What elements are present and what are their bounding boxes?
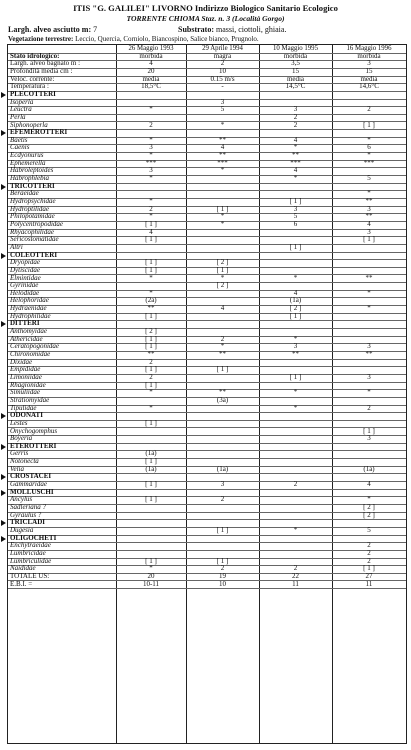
value-cell: 2 [293,120,298,129]
value-cell: 2 [293,564,298,573]
value-cell: * [293,174,298,183]
value-cell: * [220,219,225,228]
value-cell: [ 1 ] [289,197,302,205]
value-cell: * [149,135,153,144]
date-column-header: 10 Maggio 1995 [273,45,318,52]
value-cell: 2 [367,548,371,557]
value-cell [186,450,259,458]
value-cell: 5 [293,212,298,221]
value-cell: * [220,212,225,221]
value-cell: ** [365,350,373,358]
value-cell: 3 [367,59,371,68]
value-cell: (1a) [363,464,375,473]
row-label: Hydroptilidae [10,204,50,213]
value-cell: 3 [149,143,153,152]
value-cell: 0.15 m/s [210,74,235,83]
row-label: Hydrophilidae [10,311,51,320]
row-label: Rhagionidae [10,380,46,389]
row-label: Habrophlebia [10,174,50,183]
value-cell [186,504,259,512]
value-cell: 3 [220,97,225,106]
value-cell [116,435,186,443]
value-cell: [ 2 ] [216,281,229,290]
value-cell [186,236,259,244]
substrate-value: massi, ciottoli, ghiaia. [216,25,287,34]
value-cell: 3,5 [291,59,300,68]
value-cell: ** [365,273,373,282]
value-cell [332,359,406,367]
value-cell [332,328,406,336]
value-cell: 11 [292,579,299,588]
value-cell: [ 1 ] [145,495,157,504]
value-cell [116,527,186,535]
value-cell [259,466,332,474]
value-cell: * [220,342,225,351]
value-cell: [ 2 ] [363,503,375,511]
row-label: Onychogomphus [10,426,58,435]
value-cell: * [293,403,298,412]
value-cell: ** [147,350,155,358]
value-cell [186,420,259,428]
value-cell [186,290,259,298]
value-cell: 2 [149,120,153,129]
substrate-label: Substrato: [178,25,215,34]
value-cell: * [367,495,371,504]
value-cell: * [293,143,298,152]
value-cell: 2 [220,59,225,68]
value-cell [259,359,332,367]
value-cell: 10-11 [142,579,160,588]
row-label: Limoniidae [10,372,42,381]
row-label: Helodidae [10,288,40,297]
value-cell: * [220,273,225,282]
row-label: Leuctra [10,105,32,114]
section-label: EFEMEROTTERI [10,128,68,137]
row-label: Dugesia [10,525,34,534]
value-cell [186,374,259,382]
value-cell: - [221,82,224,91]
value-cell [259,512,332,520]
value-cell: * [367,135,371,144]
value-cell: ** [292,350,299,358]
value-cell: ** [365,212,373,221]
value-cell: ** [219,388,226,397]
value-cell: [ 1 ] [145,342,157,351]
value-cell [116,428,186,436]
value-cell: 2 [367,105,371,114]
row-label: Notonecta [10,457,39,466]
section-marker-icon [1,520,6,526]
value-cell: [ 1 ] [216,204,229,213]
vegetation-label: Vegetazione terrestre: [8,35,74,43]
value-cell: * [149,212,153,221]
row-label: Philopotamidae [10,212,55,221]
value-cell: (1a) [145,464,157,473]
date-column-header: 29 Aprile 1994 [202,45,243,52]
row-label: Elmintidae [10,273,41,282]
value-cell [116,504,186,512]
section-label: ODONATI [10,411,43,420]
value-cell: [ 1 ] [145,311,157,320]
value-cell: 14,6°C [359,82,379,91]
value-cell: 19 [219,571,226,580]
value-cell: [ 2 ] [216,258,229,267]
value-cell: * [149,197,153,205]
date-column-header: 16 Maggio 1996 [346,45,392,52]
row-label: Naididae [10,564,36,573]
value-cell: [ 1 ] [216,265,229,274]
value-cell: [ 1 ] [145,219,157,228]
value-cell: [ 1 ] [145,235,157,244]
section-label: OLIGOCHETI [10,533,57,542]
value-cell: ** [292,151,299,160]
row-label: Caenis [10,143,30,152]
value-cell: 4 [220,304,225,313]
value-cell: media [360,74,378,83]
value-cell: 2 [149,204,153,213]
value-cell: * [149,174,153,183]
alveo-label: Largh. alveo asciutto m: [8,25,92,34]
row-label: Temperatura : [10,82,49,91]
row-label: Gyrinidae [10,281,39,290]
station-title: TORRENTE CHIOMA Staz. n. 3 (Località Gorgo) [126,14,285,23]
value-cell: ** [219,135,226,144]
value-cell: * [367,288,371,297]
row-label: Tipulidae [10,403,37,412]
site-info-line [8,25,287,34]
value-cell: 27 [365,571,373,580]
value-cell [332,313,406,321]
value-cell: [ 1 ] [363,120,375,129]
value-cell: * [293,334,298,343]
row-label: Athericidae [10,334,43,343]
row-label: Helophoridae [10,296,49,305]
value-cell [259,504,332,512]
value-cell: 5 [220,105,225,114]
vegetation-value: Leccio, Quercia, Corniolo, Biancospino, Salice bianco, Prugnolo. [75,35,259,43]
value-cell: * [149,288,153,297]
value-cell [186,405,259,413]
value-cell [186,435,259,443]
value-cell [259,458,332,466]
value-cell [116,512,186,520]
value-cell: 3 [367,434,371,443]
value-cell: 2 [293,112,298,121]
value-cell: * [293,525,298,534]
value-cell: *** [290,158,301,167]
value-cell: [ 1 ] [363,235,375,244]
row-label: Lestes [10,418,28,427]
row-label: Sadleriana ? [10,503,46,511]
row-label: Dytiscidae [10,265,40,274]
value-cell: [ 1 ] [363,426,375,435]
value-cell: [ 1 ] [145,380,157,389]
section-label: PLECOTTERI [10,89,56,98]
row-label: Baetis [10,135,28,144]
row-label: Ancylus [10,495,33,504]
value-cell: 6 [367,143,371,152]
value-cell: 2 [367,556,371,565]
value-cell [186,244,259,252]
section-marker-icon [1,253,6,259]
value-cell: ** [219,151,226,160]
value-cell: 4 [367,480,371,489]
value-cell: [ 1 ] [145,265,157,274]
row-label: Simuliidae [10,388,40,397]
value-cell: 4 [293,166,298,175]
substrate-info [178,25,286,34]
survey-table [7,44,407,744]
row-label: Stato idrologico: [10,51,60,60]
value-cell: 2 [220,334,225,343]
value-cell: 2 [220,495,225,504]
value-cell [259,229,332,237]
row-label: Habroleptoides [10,166,54,175]
date-column-header: 26 Maggio 1993 [128,45,174,52]
section-label: COLEOTTERI [10,250,58,259]
value-cell: 4 [293,135,298,144]
row-label: Ceratopogonidae [10,342,59,351]
value-cell: [ 2 ] [363,510,375,519]
value-cell: 6 [293,219,298,228]
value-cell: * [220,120,225,129]
row-label: Stratiomyidae [10,395,50,404]
row-label: Beraeidae [10,189,39,198]
row-label: Hydraenidae [10,304,47,313]
value-cell: * [367,151,371,160]
row-label: Lumbricidae [10,548,46,557]
value-cell: 4 [220,143,225,152]
value-cell: * [367,189,371,198]
row-label: Hydropsychidae [10,197,56,205]
value-cell: morbida [357,51,381,60]
section-marker-icon [1,184,6,190]
value-cell: * [220,166,225,175]
section-label: ETEROTTERI [10,441,57,450]
section-marker-icon [1,490,6,496]
value-cell: 3 [367,204,371,213]
row-label: Veloc. corrente: [10,74,55,83]
section-marker-icon [1,444,6,450]
value-cell: [ 1 ] [145,480,157,489]
value-cell: media [142,74,160,83]
value-cell: 20 [147,571,155,580]
value-cell: 2 [367,403,371,412]
row-label: Isoperla [10,97,34,106]
row-label: Chironomidae [10,350,51,358]
section-marker-icon [1,474,6,480]
row-label: Velia [10,464,24,473]
row-label: Enchytraeidae [10,541,51,550]
section-marker-icon [1,413,6,419]
value-cell: [ 1 ] [145,258,157,267]
row-label: Lumbriculidae [10,556,52,565]
value-cell: * [293,388,298,397]
value-cell: 3 [293,342,298,351]
value-cell: * [149,403,153,412]
value-cell: [ 1 ] [216,525,229,534]
value-cell: 4 [149,227,153,236]
value-cell: * [367,304,371,313]
section-label: DITTERI [10,319,40,328]
value-cell [186,428,259,436]
value-cell: 20 [147,66,155,75]
value-cell: 15 [365,66,373,75]
section-label: CROSTACEI [10,472,52,481]
row-label: Polycentropodidae [10,219,64,228]
value-cell: 4 [293,288,298,297]
value-cell: * [367,388,371,397]
row-label: Gerris [10,449,29,458]
alveo-value: 7 [93,25,98,34]
value-cell: 2 [293,480,298,489]
value-cell [186,512,259,520]
document-title: ITIS "G. GALILEI" LIVORNO Indirizzo Biologico Sanitario Ecologico [73,3,338,13]
value-cell: * [149,151,153,160]
value-cell: 3 [293,105,298,114]
value-cell [259,259,332,267]
value-cell: [ 1 ] [145,334,157,343]
value-cell [259,428,332,436]
value-cell: [ 1 ] [289,372,302,381]
value-cell: * [149,564,153,573]
row-label: Empididae [10,365,41,374]
value-cell: 4 [367,219,371,228]
value-cell: 11 [365,579,373,588]
section-label: TRICOTTERI [10,181,55,190]
value-cell [259,550,332,558]
value-cell: 3 [367,342,371,351]
value-cell: 22 [292,571,299,580]
value-cell: (2a) [145,296,157,305]
section-marker-icon [1,536,6,542]
value-cell: morbida [283,51,308,60]
value-cell: [ 1 ] [289,242,302,251]
row-label: Rhyacophilidae [10,227,54,236]
row-label: Altri [10,242,23,251]
value-cell: [ 1 ] [216,556,229,565]
row-label: Profondità media cm : [10,66,73,75]
section-label: MOLLUSCHI [10,487,54,496]
value-cell [259,450,332,458]
value-cell [186,313,259,321]
row-label: Gammaridae [10,480,47,489]
value-cell: media [286,74,305,83]
row-label: Sericostomatidae [10,235,59,244]
value-cell [186,229,259,237]
value-cell: magra [213,51,232,60]
value-cell: * [293,273,298,282]
value-cell: ** [219,350,226,358]
value-cell: *** [217,158,228,167]
value-cell: [ 1 ] [145,457,157,466]
value-cell: 2 [149,357,153,366]
value-cell: ** [147,304,155,313]
value-cell: 3 [293,204,298,213]
vegetation-info-line [8,35,259,43]
value-cell: 15 [292,66,299,75]
row-label: Largh. alveo bagnato m : [10,59,81,68]
value-cell: 2 [149,372,153,381]
row-label: Boyeria [10,434,33,443]
section-label: TRICLADI [10,518,46,527]
row-label: TOTALE US: [10,571,50,580]
value-cell: (1a) [216,464,229,473]
value-cell [259,420,332,428]
value-cell: (1a) [145,449,157,458]
value-cell: (3a) [216,395,229,404]
value-cell [259,542,332,550]
value-cell: 5 [367,174,371,183]
value-cell [186,175,259,183]
row-label: Gyraulus ? [10,510,42,519]
row-label: Ecdyonurus [10,151,44,160]
value-cell: 3 [367,372,371,381]
value-cell: [ 1 ] [145,365,157,374]
value-cell: * [149,388,153,397]
value-cell: * [149,273,153,282]
section-marker-icon [1,321,6,327]
value-cell: 4 [149,59,153,68]
value-cell: [ 1 ] [145,418,157,427]
value-cell: (1a) [289,296,302,305]
value-cell: *** [363,158,375,167]
value-cell: [ 1 ] [289,311,302,320]
value-cell: ** [365,197,373,205]
value-cell [116,542,186,550]
table-row [8,581,406,590]
value-cell: *** [145,158,157,167]
value-cell [259,496,332,504]
row-label: Perla [10,112,26,121]
value-cell [186,190,259,198]
value-cell: 3 [220,480,225,489]
value-cell [186,542,259,550]
value-cell: * [149,105,153,114]
value-cell [116,244,186,252]
value-cell: [ 2 ] [289,304,302,313]
value-cell: 10 [219,66,226,75]
value-cell: morbida [139,51,163,60]
section-marker-icon [1,92,6,98]
row-label: Ephemerella [10,158,46,167]
row-label: Siphonoperla [10,120,48,129]
value-cell: 2 [220,564,225,573]
row-label: Dixidae [10,357,33,366]
row-label: Anthomyidae [10,327,47,336]
value-cell: 14,5°C [285,82,306,91]
value-cell: [ 1 ] [363,564,375,573]
value-cell [332,450,406,458]
row-label: Dryopidae [10,258,40,267]
value-cell: 5 [367,525,371,534]
value-cell: [ 1 ] [145,556,157,565]
value-cell: 2 [367,541,371,550]
value-cell: 3 [367,227,371,236]
value-cell: [ 1 ] [216,365,229,374]
value-cell: 3 [149,166,153,175]
value-cell: [ 2 ] [145,327,157,336]
section-marker-icon [1,130,6,136]
value-cell: 10 [219,579,226,588]
value-cell [332,259,406,267]
value-cell: 18,5°C [141,82,161,91]
row-label: E.B.I. = [10,579,33,588]
value-cell [259,435,332,443]
value-cell [332,244,406,252]
